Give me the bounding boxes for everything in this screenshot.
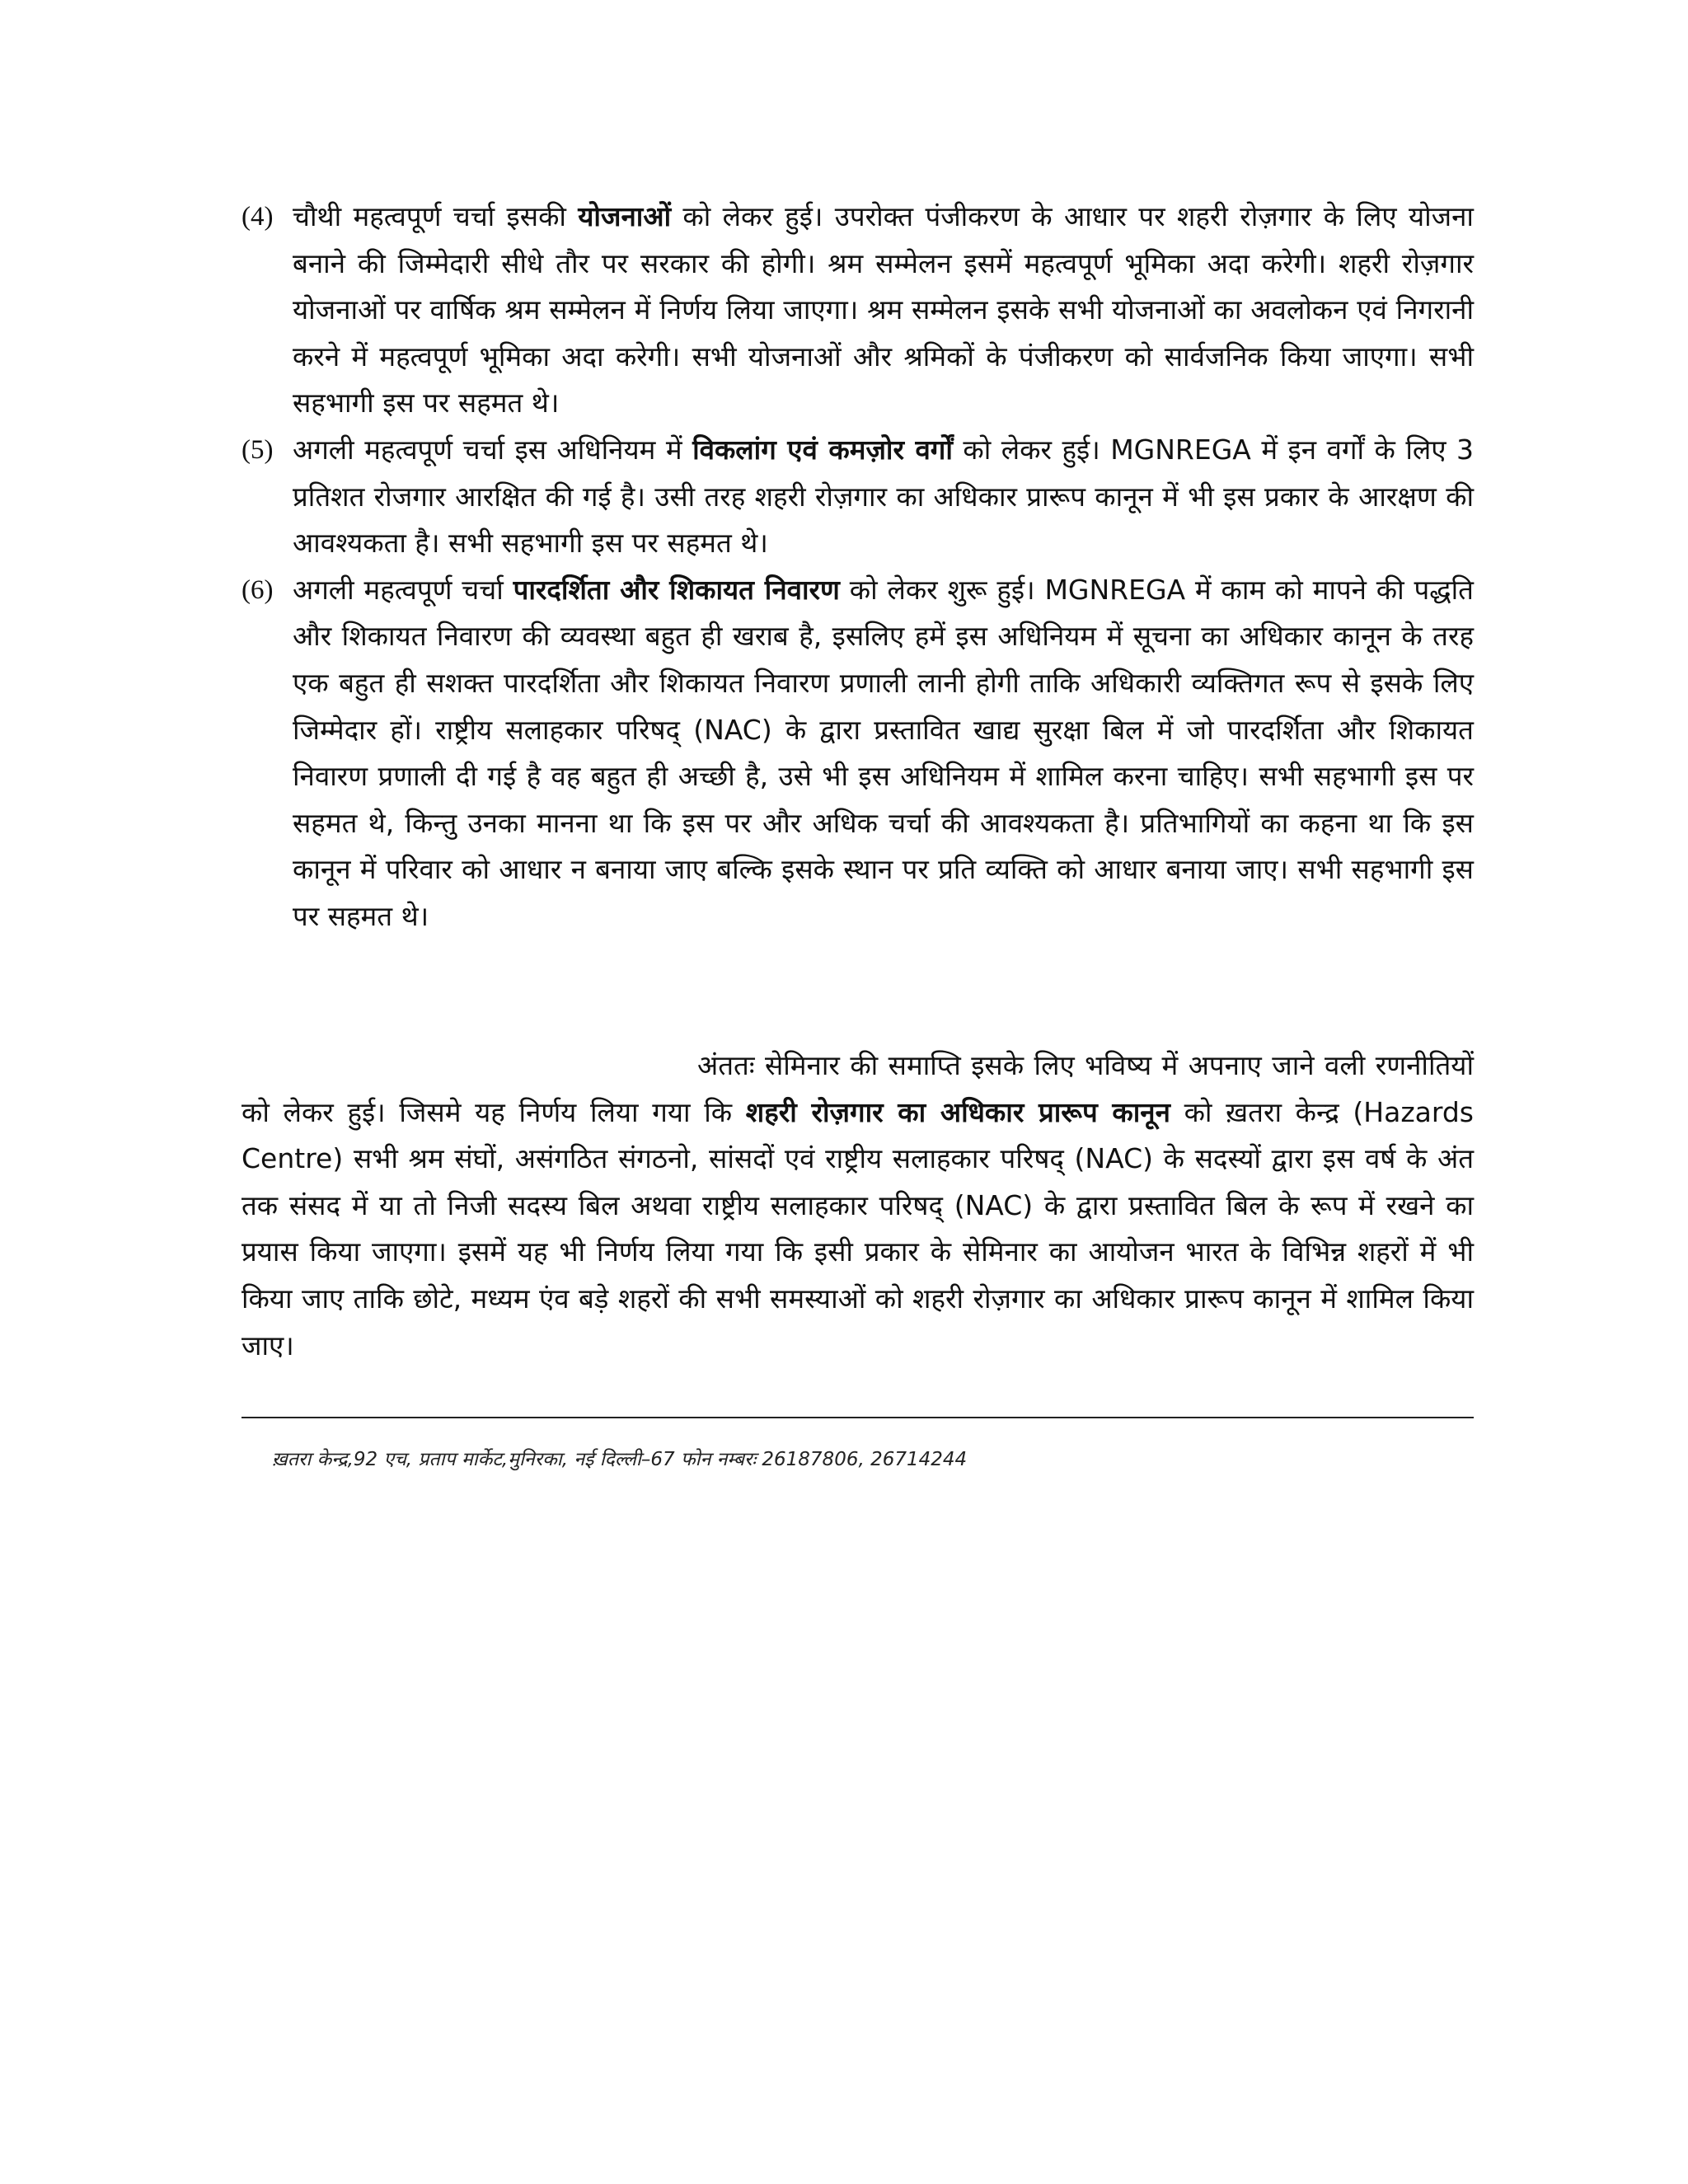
closing-paragraph — [241, 1043, 1474, 1369]
discussion-point-6 — [241, 567, 1474, 940]
point-text-lead: अगली महत्वपूर्ण चर्चा इस अधिनियम में — [293, 433, 693, 466]
closing-text-body: को ख़तरा केन्द्र (Hazards Centre) सभी श्रम संघों, असंगठित संगठनो, सांसदों एवं राष्ट्रीय सलाहकार परिषद् (NAC) के सदस्यों द्वारा इस वर्ष के अंत तक संसद में या तो निजी सदस्य बिल अथवा राष्ट्रीय सलाहकार परिषद् (NAC) के द्वारा प्रस्तावित बिल के रूप में रखने का प्रयास किया जाएगा। इसमें यह भी निर्णय लिया गया कि इसी प्रकार के सेमिनार का आयोजन भारत के विभिन्न शहरों में भी किया जाए ताकि छोटे, मध्यम एंव बड़े शहरों की सभी समस्याओं को शहरी रोज़गार का अधिकार प्रारूप कानून में शामिल किया जाए। — [241, 1095, 1474, 1361]
point-text-body: को लेकर हुई। MGNREGA में इन वर्गों के लिए 3 प्रतिशत रोजगार आरक्षित की गई है। उसी तरह शहरी रोज़गार का अधिकार प्रारूप कानून में भी इस प्रकार के आरक्षण की आवश्यकता है। सभी सहभागी इस पर सहमत थे। — [293, 433, 1474, 560]
point-text-lead: चौथी महत्वपूर्ण चर्चा इसकी — [293, 200, 579, 232]
point-text — [293, 434, 1474, 559]
point-text-body: को लेकर हुई। उपरोक्त पंजीकरण के आधार पर शहरी रोज़गार के लिए योजना बनाने की जिम्मेदारी सीधे तौर पर सरकार की होगी। श्रम सम्मेलन इसमें महत्वपूर्ण भूमिका अदा करेगी। शहरी रोज़गार योजनाओं पर वार्षिक श्रम सम्मेलन में निर्णय लिया जाएगा। श्रम सम्मेलन इसके सभी योजनाओं का अवलोकन एवं निगरानी करने में महत्वपूर्ण भूमिका अदा करेगी। सभी योजनाओं और श्रमिकों के पंजीकरण को सार्वजनिक किया जाएगा। सभी सहभागी इस पर सहमत थे। — [293, 200, 1474, 419]
point-heading: पारदर्शिता और शिकायत निवारण — [513, 573, 840, 606]
point-heading: योजनाओं — [578, 200, 672, 232]
point-text-lead: अगली महत्वपूर्ण चर्चा — [293, 573, 513, 606]
closing-text-lead: अंततः सेमिनार की समाप्ति इसके लिए भविष्य में अपनाए जाने वली रणनीतियों को लेकर हुई। जिसमे यह निर्णय लिया गया कि — [241, 1049, 1474, 1128]
point-number: (6) — [241, 574, 274, 605]
point-text-body: को लेकर शुरू हुई। MGNREGA में काम को मापने की पद्धति और शिकायत निवारण की व्यवस्था बहुत ही खराब है, इसलिए हमें इस अधिनियम में सूचना का अधिकार कानून के तरह एक बहुत ही सशक्त पारदर्शिता और शिकायत निवारण प्रणाली लानी होगी ताकि अधिकारी व्यक्तिगत रूप से इसके लिए जिम्मेदार हों। राष्ट्रीय सलाहकार परिषद् (NAC) के द्वारा प्रस्तावित खाद्य सुरक्षा बिल में जो पारदर्शिता और शिकायत निवारण प्रणाली दी गई है वह बहुत ही अच्छी है, उसे भी इस अधिनियम में शामिल करना चाहिए। सभी सहभागी इस पर सहमत थे, किन्तु उनका मानना था कि इस पर और अधिक चर्चा की आवश्यकता है। प्रतिभागियों का कहना था कि इस कानून में परिवार को आधार न बनाया जाए बल्कि इसके स्थान पर प्रति व्यक्ति को आधार बनाया जाए। सभी सहभागी इस पर सहमत थे। — [293, 573, 1474, 932]
footer-address: ख़तरा केन्द्र,92 एच, प्रताप मार्केट,मुनिरका, नई दिल्ली–67 फोन नम्बरः 26187806, 26714244 — [272, 1449, 968, 1470]
point-number: (5) — [241, 434, 274, 465]
discussion-points-list — [241, 194, 1474, 940]
point-number: (4) — [241, 202, 274, 232]
point-text — [293, 574, 1474, 932]
discussion-point-4 — [241, 194, 1474, 427]
point-heading: विकलांग एवं कमज़ोर वर्गों — [692, 433, 953, 466]
discussion-point-5 — [241, 427, 1474, 567]
footer-divider — [241, 1417, 1474, 1418]
closing-heading: शहरी रोज़गार का अधिकार प्रारूप कानून — [745, 1095, 1170, 1128]
point-text — [293, 200, 1474, 419]
